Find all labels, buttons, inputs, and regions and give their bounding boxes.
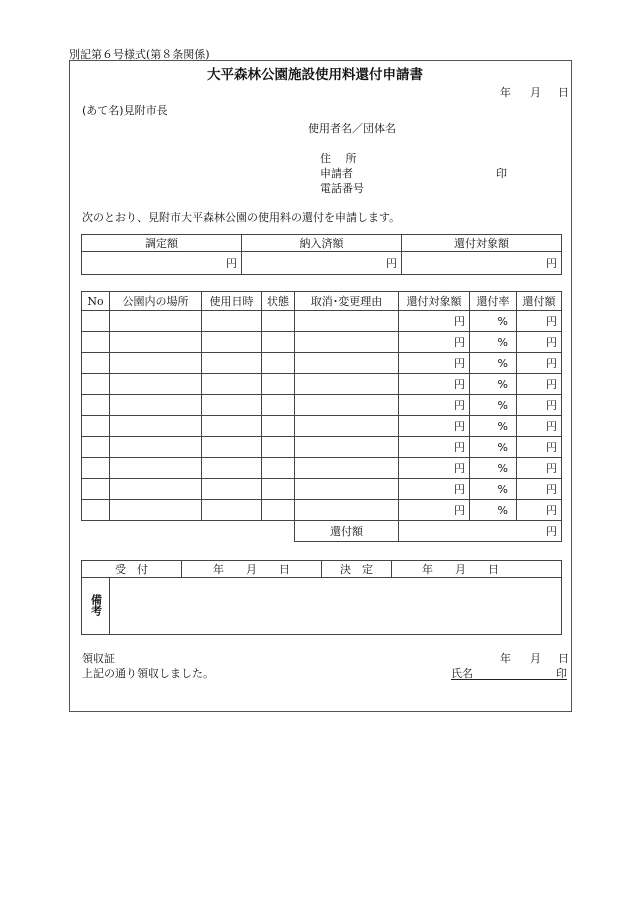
- receipt-label: 領収証: [82, 652, 115, 665]
- row-status[interactable]: [262, 332, 295, 353]
- row-location[interactable]: [110, 374, 202, 395]
- row-location[interactable]: [110, 416, 202, 437]
- applicant-seal: 印: [496, 167, 507, 180]
- row-rate-percent[interactable]: %: [470, 500, 517, 521]
- row-rate-percent[interactable]: %: [470, 437, 517, 458]
- table-row: [82, 437, 562, 458]
- row-rate-percent[interactable]: %: [470, 416, 517, 437]
- receipt-year: 年: [500, 652, 511, 665]
- row-reason[interactable]: [295, 500, 399, 521]
- decision-label: 決 定: [322, 561, 392, 578]
- row-no[interactable]: [82, 353, 110, 374]
- row-location[interactable]: [110, 332, 202, 353]
- detail-header-reason: 取消･変更理由: [295, 292, 399, 311]
- decision-date[interactable]: 年 月 日: [392, 561, 562, 578]
- address-label: 住 所: [320, 152, 357, 165]
- row-refund-yen[interactable]: 円: [517, 395, 562, 416]
- phone-label: 電話番号: [320, 182, 364, 195]
- detail-header-rate: 還付率: [470, 292, 517, 311]
- table-row: [82, 395, 562, 416]
- row-status[interactable]: [262, 479, 295, 500]
- total-yen[interactable]: 円: [399, 521, 562, 542]
- summary-header-paid: 納入済額: [242, 235, 402, 252]
- detail-header-status: 状態: [262, 292, 295, 311]
- date-day: 日: [558, 86, 569, 99]
- row-refundable-yen[interactable]: 円: [399, 479, 470, 500]
- row-status[interactable]: [262, 353, 295, 374]
- applicant-label: 申請者: [320, 167, 353, 180]
- row-location[interactable]: [110, 311, 202, 332]
- row-reason[interactable]: [295, 353, 399, 374]
- row-status[interactable]: [262, 437, 295, 458]
- row-rate-percent[interactable]: %: [470, 479, 517, 500]
- detail-header-refund: 還付額: [517, 292, 562, 311]
- row-refund-yen[interactable]: 円: [517, 374, 562, 395]
- row-datetime[interactable]: [202, 332, 262, 353]
- received-date[interactable]: 年 月 日: [182, 561, 322, 578]
- row-reason[interactable]: [295, 332, 399, 353]
- row-refundable-yen[interactable]: 円: [399, 458, 470, 479]
- row-refund-yen[interactable]: 円: [517, 479, 562, 500]
- row-datetime[interactable]: [202, 395, 262, 416]
- receipt-day: 日: [558, 652, 569, 665]
- row-location[interactable]: [110, 437, 202, 458]
- row-no[interactable]: [82, 458, 110, 479]
- detail-header-datetime: 使用日時: [202, 292, 262, 311]
- row-refund-yen[interactable]: 円: [517, 311, 562, 332]
- detail-header-location: 公園内の場所: [110, 292, 202, 311]
- row-datetime[interactable]: [202, 500, 262, 521]
- remarks-label: 備考: [89, 593, 103, 616]
- remarks-field[interactable]: [110, 578, 562, 635]
- row-refund-yen[interactable]: 円: [517, 500, 562, 521]
- receipt-seal: 印: [556, 667, 567, 680]
- summary-header-assessed: 調定額: [82, 235, 242, 252]
- table-row: [82, 416, 562, 437]
- row-datetime[interactable]: [202, 479, 262, 500]
- row-refundable-yen[interactable]: 円: [399, 374, 470, 395]
- row-rate-percent[interactable]: %: [470, 332, 517, 353]
- summary-table: [81, 234, 562, 275]
- row-datetime[interactable]: [202, 374, 262, 395]
- receipt-month: 月: [530, 652, 541, 665]
- row-refund-yen[interactable]: 円: [517, 353, 562, 374]
- row-refundable-yen[interactable]: 円: [399, 416, 470, 437]
- detail-header-no: No: [82, 292, 110, 311]
- table-row: [82, 311, 562, 332]
- row-no[interactable]: [82, 332, 110, 353]
- row-reason[interactable]: [295, 437, 399, 458]
- summary-paid-yen[interactable]: 円: [242, 252, 402, 275]
- row-status[interactable]: [262, 458, 295, 479]
- receipt-name-label: 氏名: [451, 667, 473, 680]
- row-datetime[interactable]: [202, 311, 262, 332]
- row-reason[interactable]: [295, 374, 399, 395]
- row-no[interactable]: [82, 437, 110, 458]
- received-label: 受 付: [82, 561, 182, 578]
- statement: 次のとおり、見附市大平森林公園の使用料の還付を申請します。: [82, 211, 401, 224]
- row-rate-percent[interactable]: %: [470, 458, 517, 479]
- row-no[interactable]: [82, 416, 110, 437]
- row-status[interactable]: [262, 500, 295, 521]
- row-refundable-yen[interactable]: 円: [399, 311, 470, 332]
- row-datetime[interactable]: [202, 353, 262, 374]
- row-location[interactable]: [110, 479, 202, 500]
- row-rate-percent[interactable]: %: [470, 395, 517, 416]
- row-reason[interactable]: [295, 479, 399, 500]
- row-no[interactable]: [82, 374, 110, 395]
- row-refundable-yen[interactable]: 円: [399, 353, 470, 374]
- row-datetime[interactable]: [202, 458, 262, 479]
- row-location[interactable]: [110, 458, 202, 479]
- row-no[interactable]: [82, 479, 110, 500]
- row-refund-yen[interactable]: 円: [517, 416, 562, 437]
- row-location[interactable]: [110, 353, 202, 374]
- row-reason[interactable]: [295, 416, 399, 437]
- office-table: [81, 560, 562, 635]
- date-year: 年: [500, 86, 511, 99]
- row-status[interactable]: [262, 311, 295, 332]
- row-refund-yen[interactable]: 円: [517, 437, 562, 458]
- total-label: 還付額: [295, 521, 399, 542]
- row-location[interactable]: [110, 395, 202, 416]
- row-refundable-yen[interactable]: 円: [399, 437, 470, 458]
- row-rate-percent[interactable]: %: [470, 311, 517, 332]
- form-title: 大平森林公園施設使用料還付申請書: [207, 67, 423, 83]
- summary-assessed-yen[interactable]: 円: [82, 252, 242, 275]
- row-rate-percent[interactable]: %: [470, 374, 517, 395]
- row-rate-percent[interactable]: %: [470, 353, 517, 374]
- date-month: 月: [530, 86, 541, 99]
- row-refundable-yen[interactable]: 円: [399, 500, 470, 521]
- table-row: [82, 374, 562, 395]
- remarks-label-cell: [82, 578, 110, 635]
- table-row: [82, 479, 562, 500]
- row-no[interactable]: [82, 500, 110, 521]
- row-status[interactable]: [262, 395, 295, 416]
- row-refundable-yen[interactable]: 円: [399, 332, 470, 353]
- row-no[interactable]: [82, 395, 110, 416]
- row-no[interactable]: [82, 311, 110, 332]
- detail-table: [81, 291, 562, 542]
- table-row: [82, 332, 562, 353]
- row-reason[interactable]: [295, 395, 399, 416]
- summary-header-refundable: 還付対象額: [402, 235, 562, 252]
- user-org-label: 使用者名／団体名: [308, 122, 396, 135]
- table-row: [82, 458, 562, 479]
- row-status[interactable]: [262, 416, 295, 437]
- row-location[interactable]: [110, 500, 202, 521]
- row-status[interactable]: [262, 374, 295, 395]
- row-refund-yen[interactable]: 円: [517, 332, 562, 353]
- row-refundable-yen[interactable]: 円: [399, 395, 470, 416]
- summary-refundable-yen[interactable]: 円: [402, 252, 562, 275]
- detail-header-refundable: 還付対象額: [399, 292, 470, 311]
- table-row: [82, 353, 562, 374]
- form-number: 別記第６号様式(第８条関係): [69, 48, 210, 61]
- row-refund-yen[interactable]: 円: [517, 458, 562, 479]
- addressee: (あて名)見附市長: [82, 104, 168, 117]
- row-datetime[interactable]: [202, 416, 262, 437]
- receipt-statement: 上記の通り領収しました。: [82, 667, 214, 680]
- row-reason[interactable]: [295, 311, 399, 332]
- row-datetime[interactable]: [202, 437, 262, 458]
- row-reason[interactable]: [295, 458, 399, 479]
- table-row: [82, 500, 562, 521]
